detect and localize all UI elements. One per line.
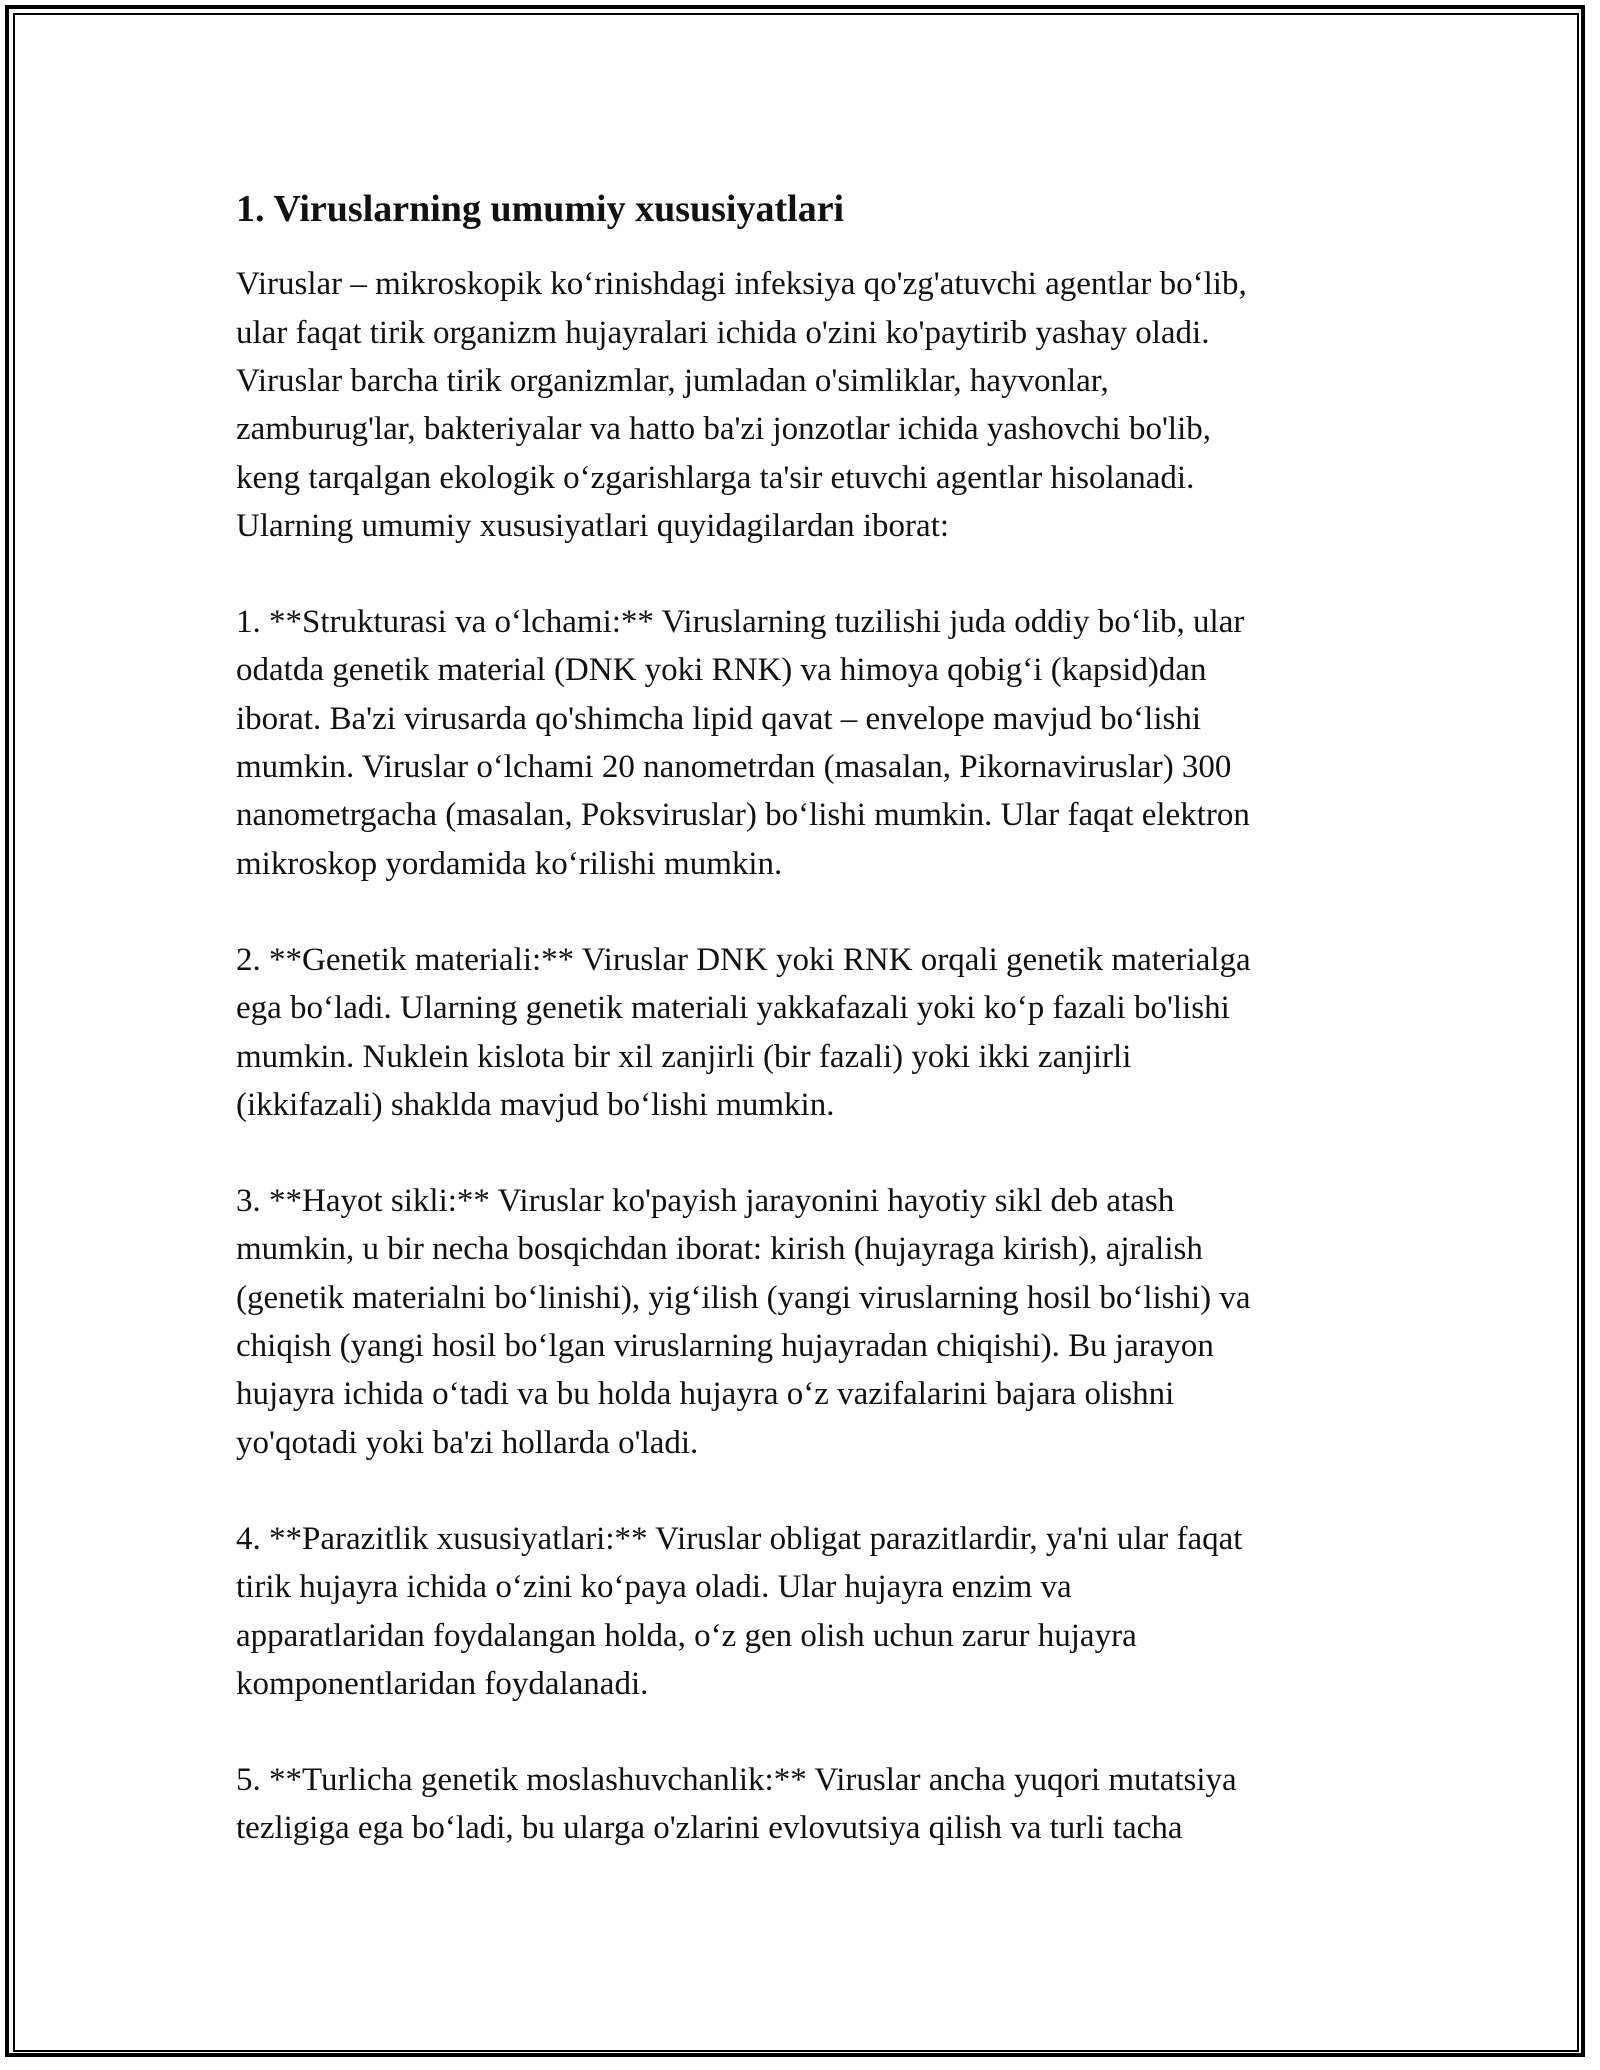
list-item-genetic-adaptability	[236, 1756, 1386, 1853]
list-item-parasitism	[236, 1515, 1386, 1708]
text-line: mumkin. Nuklein kislota bir xil zanjirli (bir fazali) yoki ikki zanjirli	[236, 1038, 1132, 1075]
text-line: komponentlaridan foydalanadi.	[236, 1665, 649, 1702]
text-line: 1. **Strukturasi va oʻlchami:** Viruslarning tuzilishi juda oddiy boʻlib, ular	[236, 604, 1245, 641]
list-item-genetic-material	[236, 936, 1386, 1129]
text-line: 3. **Hayot sikli:** Viruslar ko'payish jarayonini hayotiy sikl deb atash	[236, 1183, 1175, 1220]
text-line: mumkin, u bir necha bosqichdan iborat: kirish (hujayraga kirish), ajralish	[236, 1231, 1203, 1268]
text-line: Viruslar – mikroskopik koʻrinishdagi infeksiya qo'zg'atuvchi agentlar boʻlib,	[236, 266, 1247, 303]
text-line: apparatlaridan foydalangan holda, oʻz gen olish uchun zarur hujayra	[236, 1617, 1137, 1654]
intro-paragraph	[236, 260, 1386, 550]
page-title: 1. Viruslarning umumiy xususiyatlari	[236, 188, 845, 230]
text-line: ular faqat tirik organizm hujayralari ichida o'zini ko'paytirib yashay oladi.	[236, 314, 1210, 351]
text-line: nanometrgacha (masalan, Poksviruslar) boʻlishi mumkin. Ular faqat elektron	[236, 797, 1250, 834]
list-item-life-cycle	[236, 1177, 1386, 1467]
text-line: chiqish (yangi hosil boʻlgan viruslarning hujayradan chiqishi). Bu jarayon	[236, 1328, 1214, 1365]
text-line: Viruslar barcha tirik organizmlar, jumladan o'simliklar, hayvonlar,	[236, 362, 1109, 399]
text-line: 5. **Turlicha genetik moslashuvchanlik:** Viruslar ancha yuqori mutatsiya	[236, 1762, 1237, 1799]
text-line: odatda genetik material (DNK yoki RNK) va himoya qobigʻi (kapsid)dan	[236, 652, 1207, 689]
text-line: hujayra ichida oʻtadi va bu holda hujayra oʻz vazifalarini bajara olishni	[236, 1376, 1175, 1413]
text-line: Ularning umumiy xususiyatlari quyidagilardan iborat:	[236, 507, 950, 544]
text-line: 4. **Parazitlik xususiyatlari:** Viruslar obligat parazitlardir, ya'ni ular faqat	[236, 1520, 1243, 1557]
text-line: 2. **Genetik materiali:** Viruslar DNK yoki RNK orqali genetik materialga	[236, 941, 1251, 978]
text-line: yo'qotadi yoki ba'zi hollarda o'ladi.	[236, 1424, 699, 1461]
document-body	[236, 185, 1386, 1901]
text-line: (genetik materialni boʻlinishi), yigʻilish (yangi viruslarning hosil boʻlishi) va	[236, 1279, 1251, 1316]
text-line: mumkin. Viruslar oʻlchami 20 nanometrdan (masalan, Pikornaviruslar) 300	[236, 749, 1232, 786]
text-line: tezligiga ega boʻladi, bu ularga o'zlarini evlovutsiya qilish va turli tacha	[236, 1810, 1183, 1847]
list-item-structure	[236, 598, 1386, 888]
text-line: ega boʻladi. Ularning genetik materiali yakkafazali yoki koʻp fazali bo'lishi	[236, 990, 1230, 1027]
text-line: iborat. Ba'zi virusarda qo'shimcha lipid qavat – envelope mavjud boʻlishi	[236, 700, 1201, 737]
text-line: keng tarqalgan ekologik oʻzgarishlarga ta'sir etuvchi agentlar hisolanadi.	[236, 459, 1195, 496]
text-line: mikroskop yordamida koʻrilishi mumkin.	[236, 845, 783, 882]
text-line: tirik hujayra ichida oʻzini koʻpaya oladi. Ular hujayra enzim va	[236, 1569, 1072, 1606]
text-line: zamburug'lar, bakteriyalar va hatto ba'zi jonzotlar ichida yashovchi bo'lib,	[236, 411, 1211, 448]
text-line: (ikkifazali) shaklda mavjud boʻlishi mumkin.	[236, 1086, 835, 1123]
